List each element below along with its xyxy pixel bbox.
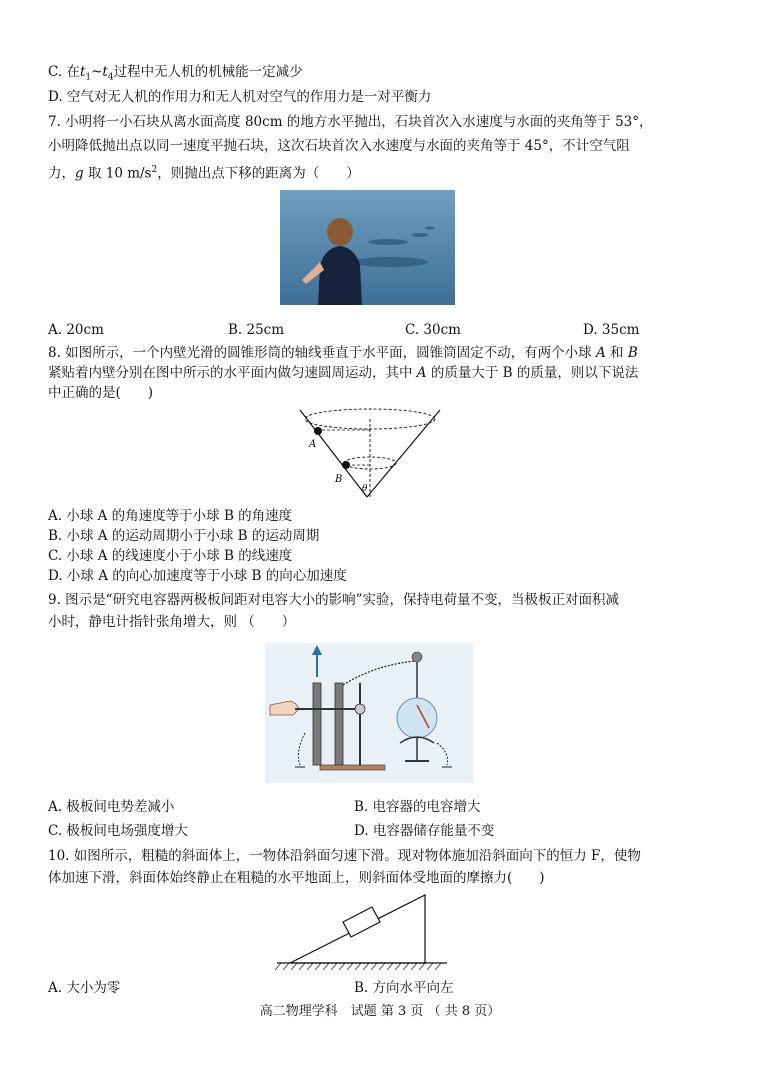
ball-b xyxy=(342,461,350,469)
label-a: A xyxy=(309,439,317,450)
block xyxy=(343,907,380,937)
q8-option-d[interactable]: D. 小球 A 的向心加速度等于小球 B 的向心加速度 xyxy=(48,568,347,584)
q9-option-d[interactable]: D. 电容器储存能量不变 xyxy=(354,823,495,839)
q7-option-b[interactable]: B. 25cm xyxy=(228,322,285,338)
q8-option-c[interactable]: C. 小球 A 的线速度小于小球 B 的线速度 xyxy=(48,548,293,564)
q7-line3: 力，g 取 10 $m/s^2$，则抛出点下移的距离为（ ） xyxy=(48,165,360,182)
q7-option-d[interactable]: D. 35cm xyxy=(583,322,640,338)
ball-a xyxy=(314,427,322,435)
q9-capacitor-apparatus xyxy=(265,643,473,783)
q7-photo xyxy=(280,190,455,305)
label-theta: θ xyxy=(362,484,368,494)
q9-line2: 小时，静电计指针张角增大，则 （ ） xyxy=(48,614,296,630)
label-b: B xyxy=(335,474,343,485)
q8-line3: 中正确的是( ) xyxy=(48,385,154,401)
q8-option-b[interactable]: B. 小球 A 的运动周期小于小球 B 的运动周期 xyxy=(48,528,320,544)
q8-line1: 8. 如图所示，一个内壁光滑的圆锥形筒的轴线垂直于水平面，圆锥筒固定不动，有两个小球 A 和 B xyxy=(48,345,638,361)
q9-option-b[interactable]: B. 电容器的电容增大 xyxy=(354,799,481,815)
q7-line1: 7. 小明将一小石块从离水面高度 80cm 的地方水平抛出，石块首次入水速度与水面的夹角等于 53°， xyxy=(48,114,653,130)
q9-option-a[interactable]: A. 极板间电势差减小 xyxy=(48,799,175,815)
q7-option-a[interactable]: A. 20cm xyxy=(48,322,104,338)
q10-line2: 体加速下滑，斜面体始终静止在粗糙的水平地面上，则斜面体受地面的摩擦力( ) xyxy=(48,870,545,886)
q8-line2: 紧贴着内壁分别在图中所示的水平面内做匀速圆周运动，其中 A 的质量大于 B 的质量，则以下说法 xyxy=(48,365,639,381)
q7-line2: 小明降低抛出点以同一速度平抛石块，这次石块首次入水速度与水面的夹角等于 45°，不计空气阻 xyxy=(48,138,630,154)
q10-incline-diagram xyxy=(275,890,450,972)
q10-option-a[interactable]: A. 大小为零 xyxy=(48,980,121,996)
option-c-prev: C. 在$t_1\sim t_4$过程中无人机的机械能一定减少 xyxy=(48,64,303,83)
q7-option-c[interactable]: C. 30cm xyxy=(405,322,461,338)
q8-option-a[interactable]: A. 小球 A 的角速度等于小球 B 的角速度 xyxy=(48,508,293,524)
q10-line1: 10. 如图所示，粗糙的斜面体上，一物体沿斜面匀速下滑。现对物体施加沿斜面向下的恒力 F，使物 xyxy=(48,848,641,864)
q9-line1: 9. 图示是“研究电容器两极板间距对电容大小的影响”实验，保持电荷量不变，当极板正对面积减 xyxy=(48,592,619,608)
q8-cone-diagram xyxy=(295,405,445,500)
option-d-prev: D. 空气对无人机的作用力和无人机对空气的作用力是一对平衡力 xyxy=(48,89,432,105)
page-footer: 高二物理学科 试题 第 3 页 （ 共 8 页） xyxy=(259,1004,501,1019)
q9-option-c[interactable]: C. 极板间电场强度增大 xyxy=(48,823,188,839)
q10-option-b[interactable]: B. 方向水平向左 xyxy=(354,980,454,996)
